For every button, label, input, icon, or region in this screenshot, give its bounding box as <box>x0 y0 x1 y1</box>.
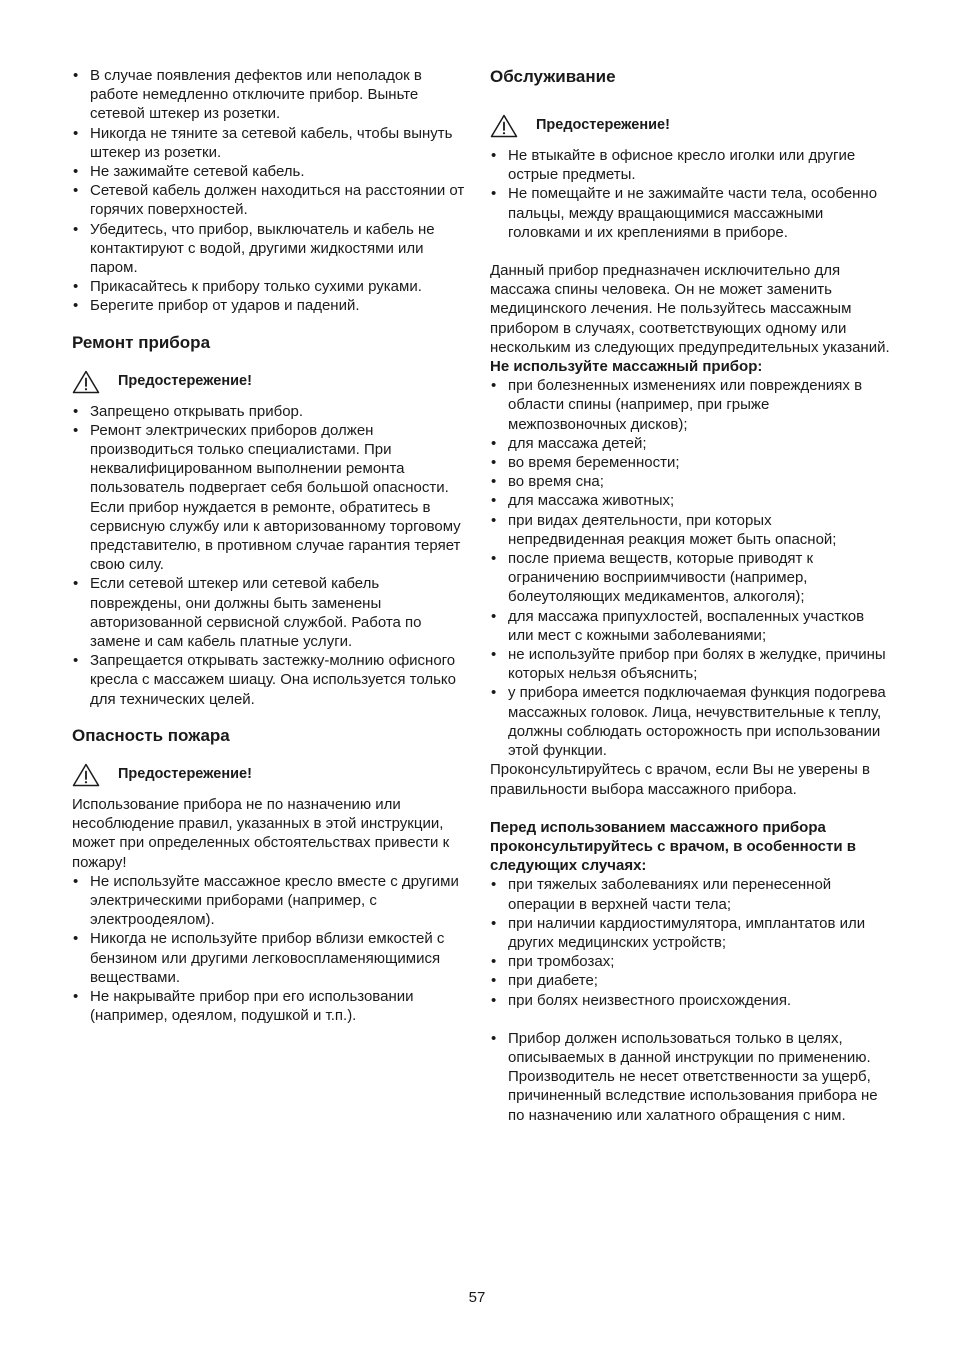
section-heading-repair: Ремонт прибора <box>72 332 211 352</box>
warning-label <box>490 114 890 138</box>
list-item: • Не накрывайте прибор при его использовании (например, одеялом, подушкой и т.п.). <box>72 987 472 1025</box>
warning-triangle-icon <box>490 114 518 138</box>
warning-triangle-icon <box>72 763 100 787</box>
before-use-list <box>490 875 890 1009</box>
do-not-use-list <box>490 376 890 760</box>
list-item: • Если сетевой штекер или сетевой кабель повреждены, они должны быть заменены авторизованной сервисной службой. Работа по замене и сам кабель платные услуги. <box>72 574 472 651</box>
repair-list <box>72 402 472 709</box>
list-item: • Берегите прибор от ударов и падений. <box>72 296 472 315</box>
list-item: • при видах деятельности, при которых непредвиденная реакция может быть опасной; <box>490 511 890 549</box>
section-heading-fire: Опасность пожара <box>72 725 230 745</box>
list-item: • Убедитесь, что прибор, выключатель и кабель не контактируют с водой, другими жидкостями или паром. <box>72 220 472 278</box>
list-item: • Сетевой кабель должен находиться на расстоянии от горячих поверхностей. <box>72 181 472 219</box>
list-item: • во время беременности; <box>490 453 890 472</box>
right-column <box>490 66 890 1125</box>
list-item: • при тяжелых заболеваниях или перенесенной операции в верхней части тела; <box>490 875 890 913</box>
list-item: • Не втыкайте в офисное кресло иголки или другие острые предметы. <box>490 146 890 184</box>
safety-list <box>72 66 472 316</box>
list-item: • во время сна; <box>490 472 890 491</box>
warning-text: Предостережение! <box>118 373 252 390</box>
warning-text: Предостережение! <box>118 766 252 783</box>
list-item: • при диабете; <box>490 971 890 990</box>
final-list <box>490 1029 890 1125</box>
list-item: • Ремонт электрических приборов должен производиться только специалистами. При неквалифицированном выполнении ремонта пользователь подвергает себя большой опасности. Если прибор нуждается в ремонте, обратитесь в сервисную службу или к авторизованному торговому представителю, в противном случае гарантия теряет свою силу. <box>72 421 472 575</box>
list-item: • В случае появления дефектов или неполадок в работе немедленно отключите прибор. Выньте сетевой штекер из розетки. <box>72 66 472 124</box>
intended-use-paragraph: Данный прибор предназначен исключительно для массажа спины человека. Он не может заменить медицинского лечения. Не пользуйтесь массажным прибором в случаях, соответствующих одному или нескольким из следующих предупредительных указаний. <box>490 262 890 356</box>
fire-paragraph: Использование прибора не по назначению или несоблюдение правил, указанных в этой инструкции, может при определенных обстоятельствах привести к пожару! <box>72 795 450 871</box>
list-item: • Не используйте массажное кресло вместе с другими электрическими приборами (например, с электроодеялом). <box>72 872 472 930</box>
list-item: • не используйте прибор при болях в желудке, причины которых нельзя объяснить; <box>490 645 890 683</box>
list-item: • при тромбозах; <box>490 952 890 971</box>
list-item: • для массажа детей; <box>490 434 890 453</box>
section-heading-service: Обслуживание <box>490 67 616 86</box>
list-item: • Запрещается открывать застежку-молнию офисного кресла с массажем шиацу. Она используется только для технических целей. <box>72 651 472 709</box>
list-item: • для массажа припухлостей, воспаленных участков или мест с кожными заболеваниями; <box>490 607 890 645</box>
warning-label <box>72 763 472 787</box>
list-item: • Запрещено открывать прибор. <box>72 402 472 421</box>
warning-triangle-icon <box>72 370 100 394</box>
left-column <box>72 66 472 1025</box>
warning-label <box>72 370 472 394</box>
list-item: • Прибор должен использоваться только в целях, описываемых в данной инструкции по применению. Производитель не несет ответственности за ущерб, причиненный вследствие использования прибора не по назначению или халатного обращения с ним. <box>490 1029 890 1125</box>
list-item: • у прибора имеется подключаемая функция подогрева массажных головок. Лица, нечувствительные к теплу, должны соблюдать осторожность при использовании этой функции. <box>490 683 890 760</box>
list-item: • при болях неизвестного происхождения. <box>490 991 890 1010</box>
before-use-title: Перед использованием массажного прибора проконсультируйтесь с врачом, в особенности в следующих случаях: <box>490 818 856 875</box>
list-item: • для массажа животных; <box>490 491 890 510</box>
consult-paragraph: Проконсультируйтесь с врачом, если Вы не уверены в правильности выбора массажного прибора. <box>490 761 870 798</box>
list-item: • при наличии кардиостимулятора, имплантатов или других медицинских устройств; <box>490 914 890 952</box>
list-item: • Не помещайте и не зажимайте части тела, особенно пальцы, между вращающимися массажными головками и их креплениями в приборе. <box>490 184 890 242</box>
list-item: • Никогда не используйте прибор вблизи емкостей с бензином или другими легковоспламеняющимися веществами. <box>72 929 472 987</box>
do-not-use-title: Не используйте массажный прибор: <box>490 358 763 376</box>
list-item: • Никогда не тяните за сетевой кабель, чтобы вынуть штекер из розетки. <box>72 124 472 162</box>
warning-text: Предостережение! <box>536 117 670 134</box>
list-item: • Не зажимайте сетевой кабель. <box>72 162 472 181</box>
page-number: 57 <box>468 1289 486 1306</box>
fire-list <box>72 872 472 1026</box>
service-list <box>490 146 890 242</box>
list-item: • Прикасайтесь к прибору только сухими руками. <box>72 277 472 296</box>
list-item: • после приема веществ, которые приводят к ограничению восприимчивости (например, болеутоляющих медикаментов, алкоголя); <box>490 549 890 607</box>
list-item: • при болезненных изменениях или повреждениях в области спины (например, при грыже межпозвоночных дисков); <box>490 376 890 434</box>
